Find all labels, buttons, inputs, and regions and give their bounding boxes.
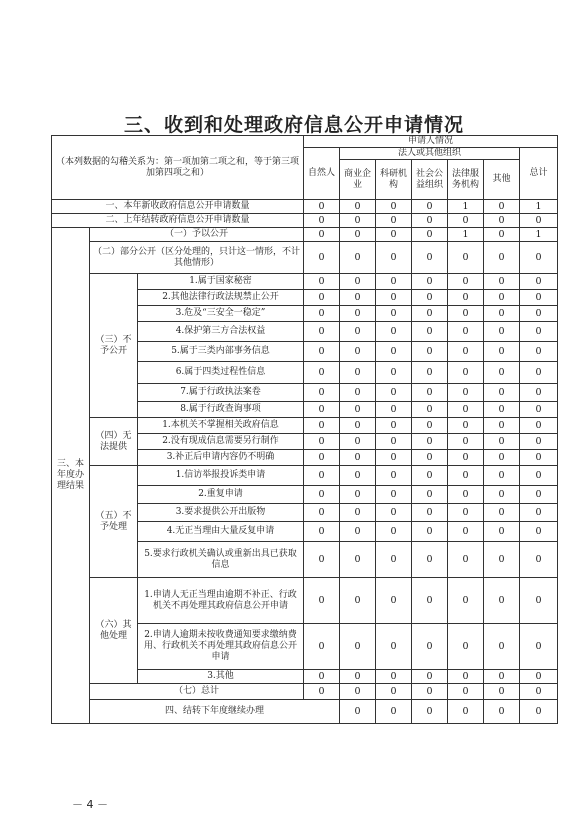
cell-value: 0 — [304, 450, 340, 466]
row-label: 二、上年结转政府信息公开申请数量 — [52, 214, 304, 228]
header-total: 总计 — [520, 148, 558, 200]
cell-value: 0 — [376, 624, 412, 670]
row-label: 6.属于四类过程性信息 — [138, 362, 304, 384]
cell-value: 0 — [448, 242, 484, 274]
cell-value: 0 — [304, 214, 340, 228]
cell-value: 0 — [448, 434, 484, 450]
cell-value: 0 — [448, 342, 484, 362]
cell-value: 1 — [520, 200, 558, 214]
table-row — [52, 242, 558, 274]
row-label: 四、结转下年度继续办理 — [90, 700, 340, 724]
cell-value: 0 — [340, 384, 376, 402]
cell-value: 0 — [304, 486, 340, 504]
cell-value: 0 — [520, 242, 558, 274]
cell-value: 0 — [484, 290, 520, 306]
row-label: 5.属于三类内部事务信息 — [138, 342, 304, 362]
page-number: － 4 － — [72, 798, 108, 811]
cell-value: 0 — [304, 434, 340, 450]
cell-value: 0 — [412, 290, 448, 306]
cell-value: 0 — [376, 504, 412, 522]
cell-value: 0 — [340, 242, 376, 274]
cell-value: 0 — [304, 504, 340, 522]
row-label: 7.属于行政执法案卷 — [138, 384, 304, 402]
row-label: 4.无正当理由大量反复申请 — [138, 522, 304, 542]
cell-value: 0 — [376, 542, 412, 578]
row-group-label: 三、本年度办理结果 — [52, 228, 90, 724]
cell-value: 0 — [520, 418, 558, 434]
cell-value: 0 — [340, 700, 376, 724]
cell-value: 0 — [448, 542, 484, 578]
row-group-label: （三）不予公开 — [90, 274, 138, 418]
row-label: 1.申请人无正当理由逾期不补正、行政机关不再处理其政府信息公开申请 — [138, 578, 304, 624]
cell-value: 0 — [484, 362, 520, 384]
cell-value: 0 — [340, 322, 376, 342]
cell-value: 0 — [412, 522, 448, 542]
table-row — [52, 700, 558, 724]
cell-value: 0 — [520, 306, 558, 322]
cell-value: 0 — [448, 214, 484, 228]
cell-value: 0 — [304, 684, 340, 700]
cell-value: 0 — [376, 418, 412, 434]
header-applicant: 申请人情况 — [304, 136, 558, 148]
cell-value: 0 — [304, 342, 340, 362]
cell-value: 0 — [520, 290, 558, 306]
cell-value: 0 — [340, 486, 376, 504]
cell-value: 0 — [412, 402, 448, 418]
cell-value: 0 — [448, 290, 484, 306]
cell-value: 0 — [412, 700, 448, 724]
row-label: （七）总计 — [90, 684, 304, 700]
cell-value: 0 — [340, 342, 376, 362]
cell-value: 0 — [412, 384, 448, 402]
cell-value: 0 — [340, 418, 376, 434]
cell-value: 0 — [520, 684, 558, 700]
cell-value: 0 — [448, 700, 484, 724]
cell-value: 0 — [520, 362, 558, 384]
cell-value: 0 — [520, 322, 558, 342]
cell-value: 0 — [484, 200, 520, 214]
cell-value: 0 — [304, 466, 340, 486]
cell-value: 0 — [376, 362, 412, 384]
cell-value: 0 — [376, 434, 412, 450]
cell-value: 0 — [340, 200, 376, 214]
cell-value: 0 — [376, 684, 412, 700]
cell-value: 0 — [520, 402, 558, 418]
cell-value: 0 — [448, 684, 484, 700]
cell-value: 0 — [484, 684, 520, 700]
cell-value: 0 — [304, 384, 340, 402]
row-group-label: （五）不予处理 — [90, 466, 138, 578]
cell-value: 0 — [520, 486, 558, 504]
row-group-label: （四）无法提供 — [90, 418, 138, 466]
cell-value: 0 — [484, 306, 520, 322]
cell-value: 0 — [412, 684, 448, 700]
cell-value: 0 — [376, 290, 412, 306]
cell-value: 0 — [304, 322, 340, 342]
cell-value: 0 — [520, 342, 558, 362]
cell-value: 0 — [304, 362, 340, 384]
cell-value: 0 — [340, 624, 376, 670]
cell-value: 0 — [340, 466, 376, 486]
cell-value: 0 — [484, 670, 520, 684]
page-title: 三、收到和处理政府信息公开申请情况 — [123, 114, 464, 136]
row-label: （一）予以公开 — [90, 228, 304, 242]
cell-value: 0 — [340, 450, 376, 466]
cell-value: 0 — [484, 418, 520, 434]
row-label: 4.保护第三方合法权益 — [138, 322, 304, 342]
row-label: 5.要求行政机关确认或重新出具已获取信息 — [138, 542, 304, 578]
header-legal-service: 法律服务机构 — [448, 160, 484, 200]
cell-value: 0 — [484, 402, 520, 418]
cell-value: 0 — [304, 542, 340, 578]
cell-value: 0 — [448, 274, 484, 290]
cell-value: 0 — [340, 274, 376, 290]
cell-value: 0 — [448, 384, 484, 402]
cell-value: 0 — [412, 418, 448, 434]
cell-value: 0 — [412, 242, 448, 274]
cell-value: 0 — [304, 290, 340, 306]
cell-value: 0 — [448, 670, 484, 684]
cell-value: 0 — [376, 214, 412, 228]
cell-value: 1 — [448, 200, 484, 214]
cell-value: 0 — [376, 322, 412, 342]
cell-value: 0 — [376, 522, 412, 542]
row-label: 3.其他 — [138, 670, 304, 684]
cell-value: 0 — [376, 274, 412, 290]
header-business: 商业企业 — [340, 160, 376, 200]
cell-value: 0 — [448, 624, 484, 670]
cell-value: 0 — [448, 306, 484, 322]
cell-value: 0 — [448, 418, 484, 434]
cell-value: 0 — [304, 242, 340, 274]
cell-value: 0 — [412, 504, 448, 522]
cell-value: 0 — [304, 274, 340, 290]
cell-value: 0 — [376, 342, 412, 362]
cell-value: 0 — [376, 670, 412, 684]
table-row — [52, 200, 558, 214]
cell-value: 0 — [412, 228, 448, 242]
cell-value: 0 — [520, 670, 558, 684]
cell-value: 0 — [340, 578, 376, 624]
cell-value: 0 — [448, 362, 484, 384]
cell-value: 0 — [376, 486, 412, 504]
cell-value: 1 — [448, 228, 484, 242]
cell-value: 0 — [448, 402, 484, 418]
cell-value: 0 — [412, 466, 448, 486]
table-row — [52, 578, 558, 624]
cell-value: 0 — [340, 362, 376, 384]
application-stats-table — [51, 135, 558, 724]
cell-value: 0 — [520, 274, 558, 290]
cell-value: 0 — [412, 486, 448, 504]
cell-value: 0 — [448, 504, 484, 522]
cell-value: 0 — [304, 522, 340, 542]
cell-value: 0 — [340, 670, 376, 684]
cell-value: 0 — [484, 342, 520, 362]
cell-value: 0 — [484, 228, 520, 242]
cell-value: 0 — [340, 522, 376, 542]
cell-value: 0 — [520, 578, 558, 624]
table-row — [52, 466, 558, 486]
cell-value: 0 — [304, 578, 340, 624]
cell-value: 0 — [376, 700, 412, 724]
cell-value: 0 — [412, 434, 448, 450]
cell-value: 0 — [340, 228, 376, 242]
cell-value: 0 — [304, 306, 340, 322]
cell-value: 0 — [484, 384, 520, 402]
header-natural-person: 自然人 — [304, 148, 340, 200]
cell-value: 0 — [412, 214, 448, 228]
cell-value: 0 — [376, 228, 412, 242]
cell-value: 0 — [484, 434, 520, 450]
cell-value: 0 — [376, 242, 412, 274]
row-label: 1.本机关不掌握相关政府信息 — [138, 418, 304, 434]
row-label: 一、本年新收政府信息公开申请数量 — [52, 200, 304, 214]
row-label: 2.申请人逾期未按收费通知要求缴纳费用、行政机关不再处理其政府信息公开申请 — [138, 624, 304, 670]
cell-value: 0 — [412, 542, 448, 578]
cell-value: 0 — [484, 542, 520, 578]
row-label: 2.重复申请 — [138, 486, 304, 504]
cell-value: 0 — [376, 306, 412, 322]
cell-value: 0 — [484, 214, 520, 228]
cell-value: 0 — [448, 522, 484, 542]
cell-value: 0 — [448, 486, 484, 504]
cell-value: 0 — [412, 274, 448, 290]
row-group-label: （六）其他处理 — [90, 578, 138, 684]
cell-value: 0 — [484, 274, 520, 290]
cell-value: 0 — [304, 624, 340, 670]
header-research: 科研机构 — [376, 160, 412, 200]
table-row — [52, 684, 558, 700]
cell-value: 0 — [520, 700, 558, 724]
cell-value: 0 — [304, 418, 340, 434]
cell-value: 0 — [412, 306, 448, 322]
cell-value: 0 — [520, 384, 558, 402]
cell-value: 0 — [520, 466, 558, 486]
cell-value: 0 — [484, 578, 520, 624]
cell-value: 0 — [520, 450, 558, 466]
cell-value: 0 — [484, 486, 520, 504]
cell-value: 0 — [484, 450, 520, 466]
cell-value: 0 — [304, 402, 340, 418]
cell-value: 0 — [412, 362, 448, 384]
cell-value: 0 — [340, 542, 376, 578]
cell-value: 0 — [304, 228, 340, 242]
row-label: 1.属于国家秘密 — [138, 274, 304, 290]
cell-value: 1 — [520, 228, 558, 242]
row-label: 2.没有现成信息需要另行制作 — [138, 434, 304, 450]
table-row — [52, 418, 558, 434]
row-label: 1.信访举报投诉类申请 — [138, 466, 304, 486]
cell-value: 0 — [376, 450, 412, 466]
cell-value: 0 — [304, 200, 340, 214]
row-label: 8.属于行政查询事项 — [138, 402, 304, 418]
header-legal-group: 法人或其他组织 — [340, 148, 520, 160]
cell-value: 0 — [340, 684, 376, 700]
cell-value: 0 — [340, 402, 376, 418]
cell-value: 0 — [412, 670, 448, 684]
cell-value: 0 — [520, 504, 558, 522]
table-row — [52, 274, 558, 290]
cell-value: 0 — [376, 384, 412, 402]
cell-value: 0 — [484, 700, 520, 724]
row-label: 3.补正后申请内容仍不明确 — [138, 450, 304, 466]
cell-value: 0 — [340, 434, 376, 450]
cell-value: 0 — [412, 450, 448, 466]
row-label: 3.要求提供公开出版物 — [138, 504, 304, 522]
cell-value: 0 — [376, 402, 412, 418]
cell-value: 0 — [412, 342, 448, 362]
cell-value: 0 — [340, 214, 376, 228]
cell-value: 0 — [448, 466, 484, 486]
cell-value: 0 — [412, 322, 448, 342]
cell-value: 0 — [376, 578, 412, 624]
cell-value: 0 — [448, 322, 484, 342]
header-note: （本列数据的勾稽关系为：第一项加第二项之和，等于第三项加第四项之和） — [52, 136, 304, 200]
cell-value: 0 — [484, 504, 520, 522]
cell-value: 0 — [412, 624, 448, 670]
cell-value: 0 — [376, 466, 412, 486]
cell-value: 0 — [484, 322, 520, 342]
cell-value: 0 — [520, 624, 558, 670]
cell-value: 0 — [448, 450, 484, 466]
row-label: （二）部分公开（区分处理的，只计这一情形，不计其他情形） — [90, 242, 304, 274]
cell-value: 0 — [520, 214, 558, 228]
cell-value: 0 — [340, 504, 376, 522]
cell-value: 0 — [484, 522, 520, 542]
cell-value: 0 — [412, 200, 448, 214]
cell-value: 0 — [520, 434, 558, 450]
cell-value: 0 — [304, 670, 340, 684]
cell-value: 0 — [520, 522, 558, 542]
cell-value: 0 — [340, 306, 376, 322]
cell-value: 0 — [484, 242, 520, 274]
cell-value: 0 — [484, 624, 520, 670]
row-label: 3.危及“三安全一稳定” — [138, 306, 304, 322]
table-row — [52, 228, 558, 242]
row-label: 2.其他法律行政法规禁止公开 — [138, 290, 304, 306]
cell-value: 0 — [484, 466, 520, 486]
cell-value: 0 — [376, 200, 412, 214]
cell-value: 0 — [340, 290, 376, 306]
cell-value: 0 — [448, 578, 484, 624]
header-social: 社会公益组织 — [412, 160, 448, 200]
cell-value: 0 — [412, 578, 448, 624]
header-other: 其他 — [484, 160, 520, 200]
table-row — [52, 214, 558, 228]
cell-value: 0 — [520, 542, 558, 578]
